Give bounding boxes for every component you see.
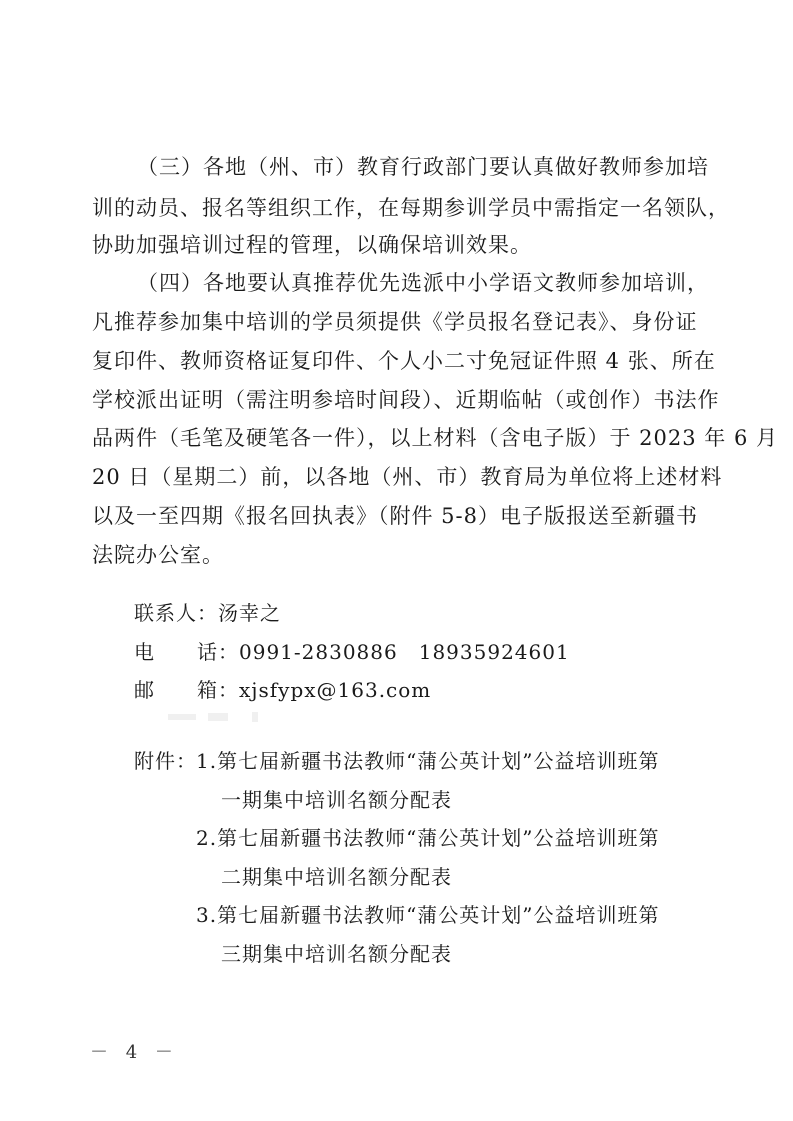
contact-phone-value: 0991-2830886 18935924601 [239,640,570,664]
scan-artifact-mark [168,710,268,724]
contact-person [134,601,281,625]
paragraph-4-line-2: 凡推荐参加集中培训的学员须提供《学员报名登记表》、身份证 [92,310,698,334]
contact-person-value: 汤幸之 [218,601,281,625]
attachments-label: 附件： [134,749,197,773]
paragraph-4-line-8: 法院办公室。 [92,543,224,567]
paragraph-3-line-1: （三）各地（州、市）教育行政部门要认真做好教师参加培 [137,155,709,179]
paragraph-3-line-3: 协助加强培训过程的管理，以确保培训效果。 [92,233,532,257]
paragraph-4-line-5: 品两件（毛笔及硬笔各一件），以上材料（含电子版）于 2023 年 6 月 [92,426,779,450]
page-number: － 4 － [90,1042,179,1063]
paragraph-4-line-3: 复印件、教师资格证复印件、个人小二寸免冠证件照 4 张、所在 [92,349,716,373]
contact-phone [134,640,570,664]
attachment-1-line-2: 一期集中培训名额分配表 [221,788,452,812]
paragraph-4-line-4: 学校派出证明（需注明参培时间段）、近期临帖（或创作）书法作 [92,388,720,412]
paragraph-4-line-1: （四）各地要认真推荐优先选派中小学语文教师参加培训， [137,271,709,295]
attachment-2-line-2: 二期集中培训名额分配表 [221,865,452,889]
contact-email-label: 邮 箱： [134,678,239,702]
paragraph-3-line-2: 训的动员、报名等组织工作，在每期参训学员中需指定一名领队， [92,196,730,220]
contact-person-label: 联系人： [134,601,218,625]
paragraph-4-line-6: 20 日（星期二）前，以各地（州、市）教育局为单位将上述材料 [92,465,723,489]
attachment-1-line-1: 1.第七届新疆书法教师“蒲公英计划”公益培训班第 [196,749,660,773]
contact-email [134,678,431,702]
attachment-2-line-1: 2.第七届新疆书法教师“蒲公英计划”公益培训班第 [196,826,660,850]
attachment-3-line-2: 三期集中培训名额分配表 [221,942,452,966]
paragraph-4-line-7: 以及一至四期《报名回执表》（附件 5-8）电子版报送至新疆书 [92,504,698,528]
attachment-3-line-1: 3.第七届新疆书法教师“蒲公英计划”公益培训班第 [196,903,660,927]
contact-email-value: xjsfypx@163.com [239,678,432,702]
contact-phone-label: 电 话： [134,640,239,664]
